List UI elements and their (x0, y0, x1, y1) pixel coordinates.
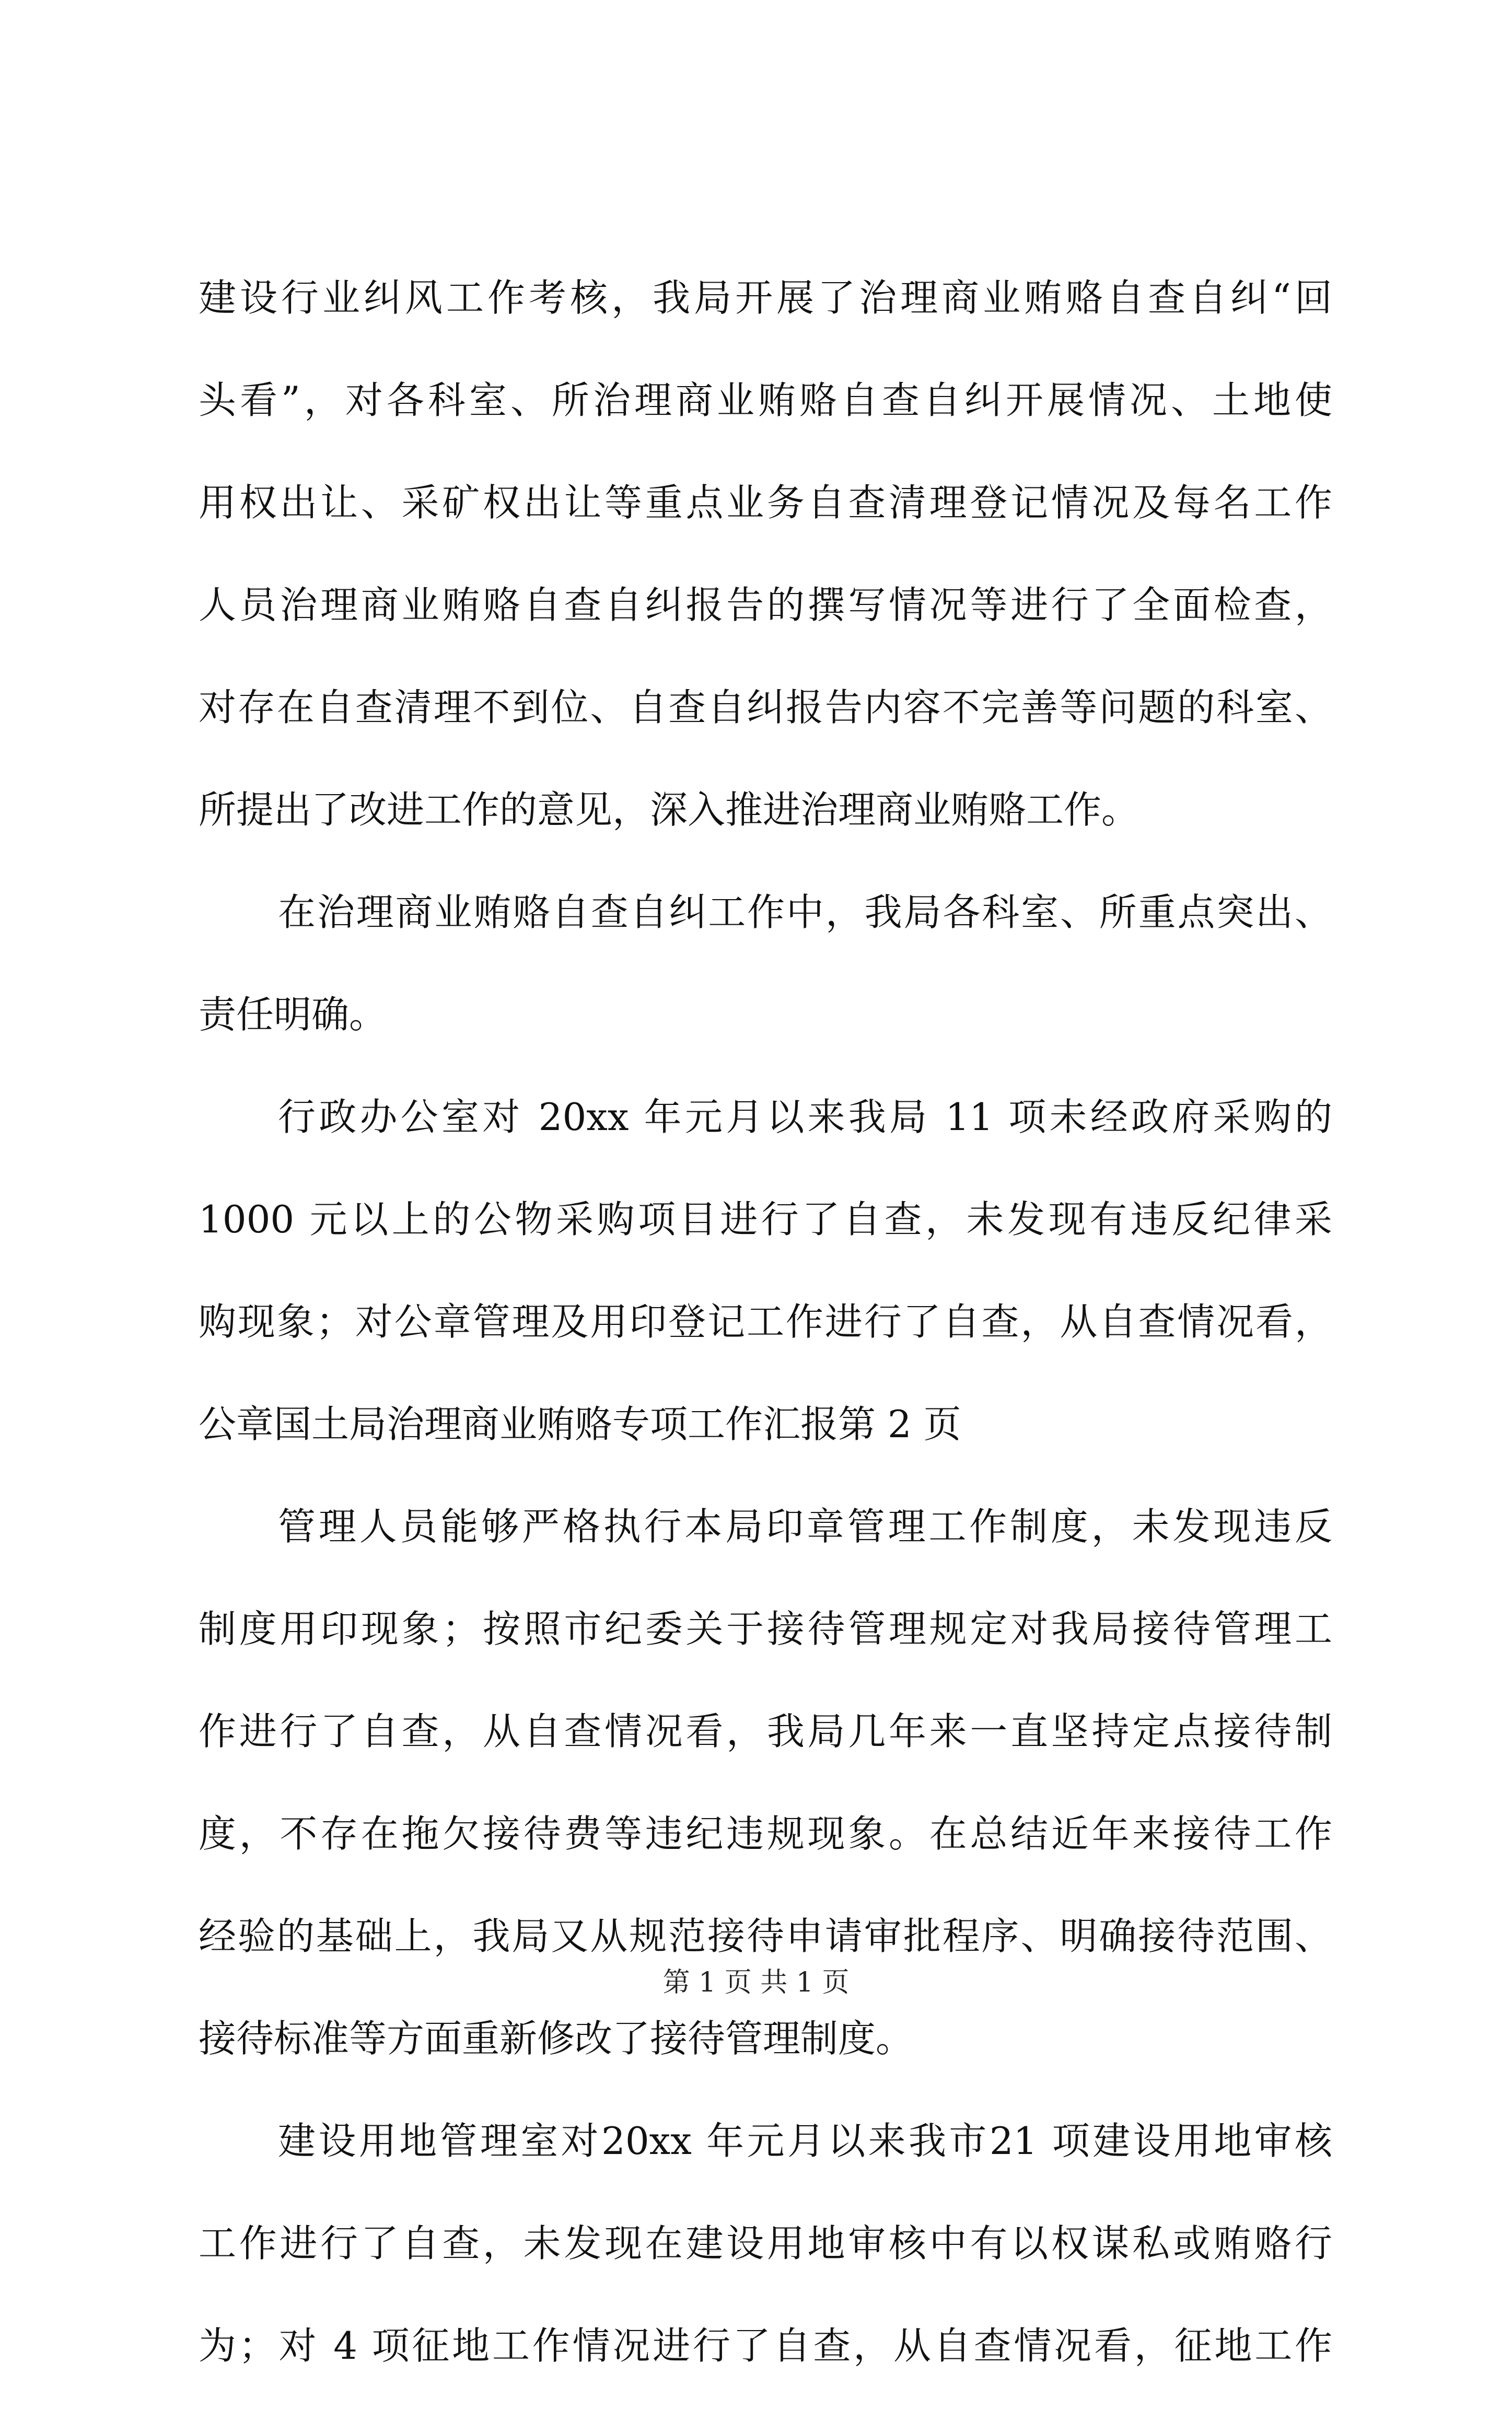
paragraph-3-line-4: 公章国土局治理商业贿赂专项工作汇报第 2 页 (199, 1402, 961, 1446)
document-body (199, 272, 1332, 2422)
paragraph-4-line-3: 作进行了自查，从自查情况看，我局几年来一直坚持定点接待制 (199, 1709, 1332, 1753)
paragraph-1-line-3: 用权出让、采矿权出让等重点业务自查清理登记情况及每名工作 (199, 481, 1332, 525)
paragraph-4-line-1: 管理人员能够严格执行本局印章管理工作制度，未发现违反 (278, 1505, 1332, 1548)
paragraph-4-line-2: 制度用印现象；按照市纪委关于接待管理规定对我局接待管理工 (199, 1607, 1332, 1651)
paragraph-1-line-2: 头看”，对各科室、所治理商业贿赂自查自纠开展情况、土地使 (199, 378, 1332, 422)
paragraph-1-line-4: 人员治理商业贿赂自查自纠报告的撰写情况等进行了全面检查， (199, 583, 1332, 627)
page-footer: 第 1 页 共 1 页 (662, 1967, 850, 1998)
paragraph-1-line-1: 建设行业纠风工作考核，我局开展了治理商业贿赂自查自纠“回 (199, 276, 1332, 320)
paragraph-5-line-2: 工作进行了自查，未发现在建设用地审核中有以权谋私或贿赂行 (199, 2221, 1332, 2265)
paragraph-3-line-1: 行政办公室对 20xx 年元月以来我局 11 项未经政府采购的 (278, 1095, 1332, 1139)
paragraph-4-line-6: 接待标准等方面重新修改了接待管理制度。 (199, 2017, 914, 2060)
paragraph-3-line-2: 1000 元以上的公物采购项目进行了自查，未发现有违反纪律采 (199, 1197, 1332, 1241)
paragraph-1-line-6: 所提出了改进工作的意见，深入推进治理商业贿赂工作。 (199, 788, 1139, 832)
paragraph-1-line-5: 对存在自查清理不到位、自查自纠报告内容不完善等问题的科室、 (199, 685, 1332, 729)
paragraph-4-line-5: 经验的基础上，我局又从规范接待申请审批程序、明确接待范围、 (199, 1914, 1332, 1958)
paragraph-4-line-4: 度，不存在拖欠接待费等违纪违规现象。在总结近年来接待工作 (199, 1812, 1332, 1856)
paragraph-5-line-3: 为；对 4 项征地工作情况进行了自查，从自查情况看，征地工作 (199, 2324, 1332, 2368)
paragraph-2-line-1: 在治理商业贿赂自查自纠工作中，我局各科室、所重点突出、 (278, 890, 1332, 934)
paragraph-2-line-2: 责任明确。 (199, 993, 387, 1037)
paragraph-3-line-3: 购现象；对公章管理及用印登记工作进行了自查，从自查情况看， (199, 1300, 1332, 1344)
paragraph-5-line-1: 建设用地管理室对20xx 年元月以来我市21 项建设用地审核 (278, 2119, 1332, 2163)
